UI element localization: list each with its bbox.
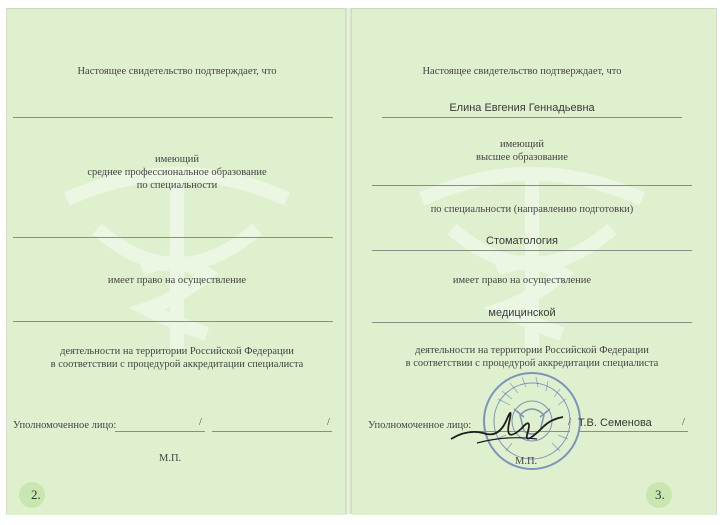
activity-text-1: деятельности на территории Российской Федерации xyxy=(60,346,294,357)
signatory-name: Т.В. Семенова xyxy=(578,417,652,429)
having-text: имеющий xyxy=(154,154,200,165)
name-line xyxy=(578,431,688,432)
page-number: 3. xyxy=(655,487,665,502)
right-to-text: имеет право на осуществление xyxy=(107,275,247,286)
right-page xyxy=(352,8,717,515)
specialty-line xyxy=(372,250,692,251)
holder-name: Елина Евгения Геннадьевна xyxy=(449,102,595,114)
medical-emblem-watermark-icon xyxy=(412,159,652,359)
holder-name-line xyxy=(382,117,682,118)
slash-2: / xyxy=(682,417,685,428)
activity-text-2: в соответствии с процедурой аккредитации специалиста xyxy=(405,358,659,369)
specialty-label: по специальности xyxy=(136,180,218,191)
specialty-line xyxy=(13,237,333,238)
activity-line xyxy=(13,321,333,322)
having-text: имеющий xyxy=(499,139,545,150)
name-line xyxy=(212,431,332,432)
mp-text: М.П. xyxy=(159,453,182,464)
specialty-label: по специальности (направлению подготовки) xyxy=(430,204,634,215)
left-page xyxy=(6,8,346,515)
activity-text-1: деятельности на территории Российской Федерации xyxy=(415,345,649,356)
education-line xyxy=(372,185,692,186)
mp-text: М.П. xyxy=(515,456,538,467)
education-text: среднее профессиональное образование xyxy=(87,167,267,178)
activity-type: медицинской xyxy=(488,307,556,319)
holder-name-line xyxy=(13,117,333,118)
signature-line xyxy=(115,431,205,432)
page-number: 2. xyxy=(31,487,41,502)
slash-1: / xyxy=(199,417,202,428)
education-text: высшее образование xyxy=(476,152,568,163)
signature-icon xyxy=(447,399,567,449)
activity-line xyxy=(372,322,692,323)
specialty-value: Стоматология xyxy=(486,235,558,247)
authorized-label: Уполномоченное лицо: xyxy=(13,420,117,431)
confirms-text: Настоящее свидетельство подтверждает, что xyxy=(77,66,277,77)
authorized-label: Уполномоченное лицо: xyxy=(368,420,472,431)
activity-text-2: в соответствии с процедурой аккредитации специалиста xyxy=(50,359,304,370)
slash-1: / xyxy=(568,417,571,428)
slash-2: / xyxy=(327,417,330,428)
spine xyxy=(345,8,352,514)
right-to-text: имеет право на осуществление xyxy=(452,275,592,286)
confirms-text: Настоящее свидетельство подтверждает, что xyxy=(422,66,622,77)
